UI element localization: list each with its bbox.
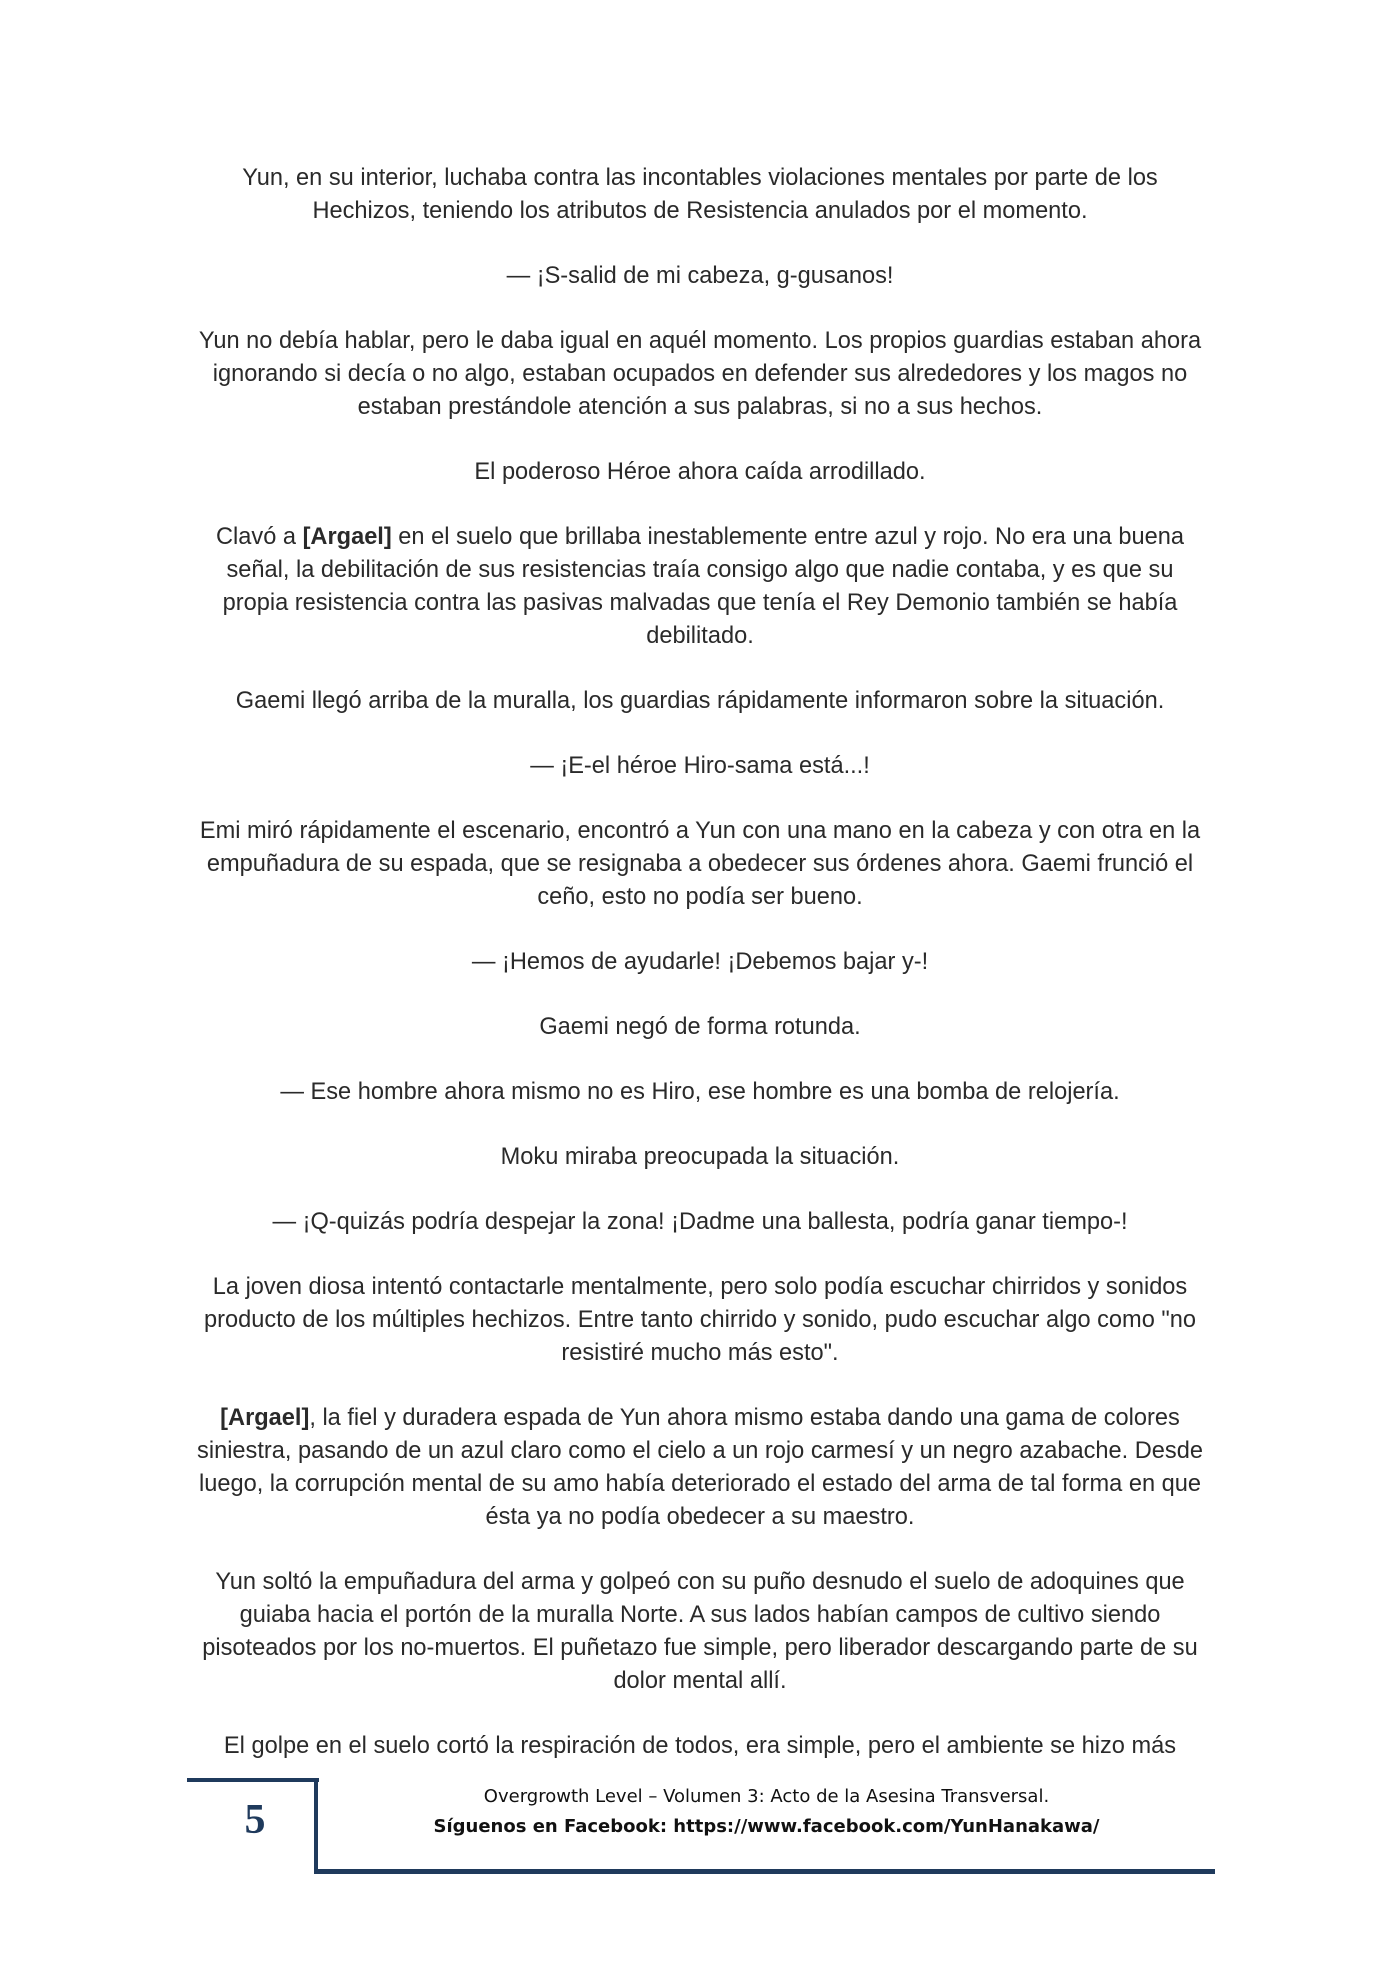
bold-term: [Argael] [302, 524, 392, 550]
text-run: Moku miraba preocupada la situación. [500, 1144, 900, 1170]
text-run: — ¡Hemos de ayudarle! ¡Debemos bajar y-! [471, 949, 929, 975]
text-run: — ¡E-el héroe Hiro-sama está...! [530, 753, 870, 779]
paragraph [195, 162, 1205, 228]
text-run: Yun soltó la empuñadura del arma y golpeó con su puño desnudo el suelo de adoquines que guiaba hacia el portón de la muralla Norte. A sus lados habían campos de cultivo siendo pisoteados por los no-muertos. El puñetazo fue simple, pero liberador descargando parte de su dolor mental allí. [202, 1569, 1198, 1694]
text-run: El poderoso Héroe ahora caída arrodillado. [474, 459, 926, 485]
text-run: , la fiel y duradera espada de Yun ahora mismo estaba dando una gama de colores siniestra, pasando de un azul claro como el cielo a un rojo carmesí y un negro azabache. Desde luego, la corrupción mental de su amo había deteriorado el estado del arma de tal forma en que ésta ya no podía obedecer a su maestro. [197, 1405, 1203, 1530]
text-run: en el suelo que brillaba inestablemente entre azul y rojo. No era una buena señal, la debilitación de sus resistencias traía consigo algo que nadie contaba, y es que su propia resistencia contra las pasivas malvadas que tenía el Rey Demonio también se había debilitado. [222, 524, 1184, 649]
paragraph [195, 1271, 1205, 1370]
footer-bottom-rule [314, 1869, 1215, 1874]
dialogue-line [195, 750, 1205, 783]
dialogue-line [195, 1206, 1205, 1239]
paragraph [195, 1566, 1205, 1698]
text-run: Emi miró rápidamente el escenario, encontró a Yun con una mano en la cabeza y con otra en la empuñadura de su espada, que se resignaba a obedecer sus órdenes ahora. Gaemi frunció el ceño, esto no podía ser bueno. [199, 818, 1201, 910]
body-text [195, 162, 1205, 1795]
text-run: Clavó a [216, 524, 303, 550]
dialogue-line [195, 946, 1205, 979]
text-run: Yun no debía hablar, pero le daba igual en aquél momento. Los propios guardias estaban ahora ignorando si decía o no algo, estaban ocupados en defender sus alrededores y los magos no estaban prestándole atención a sus palabras, si no a sus hechos. [198, 328, 1202, 420]
text-run: El golpe en el suelo cortó la respiración de todos, era simple, pero el ambiente se hizo más [223, 1733, 1177, 1759]
text-run: Yun, en su interior, luchaba contra las incontables violaciones mentales por parte de los Hechizos, teniendo los atributos de Resistencia anulados por el momento. [242, 165, 1158, 224]
paragraph [195, 1141, 1205, 1174]
text-run: La joven diosa intentó contactarle mentalmente, pero solo podía escuchar chirridos y sonidos producto de los múltiples hechizos. Entre tanto chirrido y sonido, pudo escuchar algo como "no resistiré mucho más esto". [203, 1274, 1196, 1366]
paragraph [195, 521, 1205, 653]
paragraph [195, 325, 1205, 424]
text-run: — ¡Q-quizás podría despejar la zona! ¡Dadme una ballesta, podría ganar tiempo-! [272, 1209, 1128, 1235]
text-run: Gaemi llegó arriba de la muralla, los guardias rápidamente informaron sobre la situación. [235, 688, 1165, 714]
dialogue-line [195, 260, 1205, 293]
paragraph [195, 1011, 1205, 1044]
bold-term: [Argael] [220, 1405, 310, 1431]
footer-facebook-link[interactable]: Síguenos en Facebook: https://www.facebook.com/YunHanakawa/ [433, 1816, 1100, 1837]
page-number: 5 [244, 1797, 266, 1843]
footer-book-title: Overgrowth Level – Volumen 3: Acto de la Asesina Transversal. [483, 1786, 1050, 1807]
paragraph [195, 815, 1205, 914]
dialogue-line [195, 1076, 1205, 1109]
paragraph [195, 1402, 1205, 1534]
paragraph [195, 1730, 1205, 1763]
text-run: Gaemi negó de forma rotunda. [539, 1014, 861, 1040]
paragraph [195, 685, 1205, 718]
text-run: — ¡S-salid de mi cabeza, g-gusanos! [506, 263, 894, 289]
text-run: — Ese hombre ahora mismo no es Hiro, ese hombre es una bomba de relojería. [280, 1079, 1120, 1105]
paragraph [195, 456, 1205, 489]
